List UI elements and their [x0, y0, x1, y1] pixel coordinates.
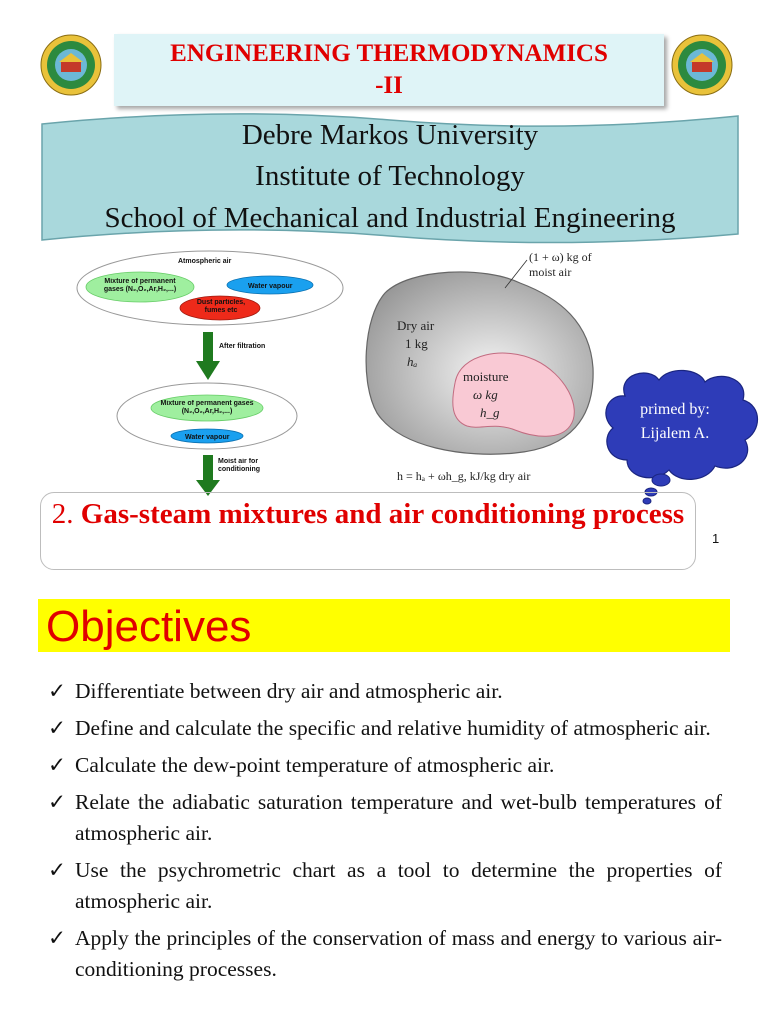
objectives-list — [46, 676, 722, 991]
course-title-line2: -II — [375, 72, 403, 99]
objectives-heading: Objectives — [46, 602, 252, 651]
water-vapour-label: Water vapour — [248, 283, 293, 290]
dry-air-mass: 1 kg — [405, 336, 428, 351]
check-icon: ✓ — [48, 679, 67, 703]
water-vapour-label-2: Water vapour — [185, 434, 230, 441]
moist-air-diagram — [355, 248, 620, 488]
objective-item: ✓ Calculate the dew-point temperature of atmospheric air. — [46, 750, 722, 781]
chapter-number: 2. — [51, 498, 74, 530]
institute-name: Institute of Technology — [255, 160, 525, 192]
course-title — [114, 34, 664, 106]
moist-air-label: Moist air for conditioning — [218, 458, 260, 473]
course-title-line1: ENGINEERING THERMODYNAMICS — [170, 40, 608, 67]
chapter-title-box — [40, 492, 696, 570]
chapter-title: Gas-steam mixtures and air conditioning process — [80, 498, 685, 530]
author-name: Lijalem A. — [640, 425, 710, 442]
dry-air-enthalpy: hₐ — [407, 354, 418, 369]
permanent-gases-label-2: Mixture of permanent gases (N₂,O₂,Ar,H₂,...) — [160, 400, 254, 415]
check-icon: ✓ — [48, 858, 67, 882]
moist-air-top-label-1: (1 + ω) kg of — [529, 250, 592, 264]
objective-item: ✓ Use the psychrometric chart as a tool to determine the properties of atmospheric air. — [46, 855, 722, 917]
check-icon: ✓ — [48, 753, 67, 777]
primed-by-label: primed by: — [640, 401, 710, 418]
after-filtration-label: After filtration — [219, 343, 266, 350]
dry-air-label: Dry air — [397, 318, 435, 333]
university-name: Debre Markos University — [241, 119, 539, 151]
dust-particles-label: Dust particles, fumes etc — [196, 299, 246, 314]
moisture-label: moisture — [463, 369, 509, 384]
moisture-mass: ω kg — [473, 387, 498, 402]
check-icon: ✓ — [48, 926, 67, 950]
atmospheric-air-label: Atmospheric air — [178, 258, 232, 265]
author-callout-text — [612, 398, 738, 446]
check-icon: ✓ — [48, 716, 67, 740]
enthalpy-equation: h = hₐ + ωh_g, kJ/kg dry air — [397, 469, 531, 483]
objective-item: ✓ Relate the adiabatic saturation temperature and wet-bulb temperatures of atmospheric air. — [46, 787, 722, 849]
university-seal-left — [40, 34, 102, 96]
university-seal-right — [671, 34, 733, 96]
moisture-enthalpy: h_g — [480, 405, 500, 420]
objective-item: ✓ Define and calculate the specific and relative humidity of atmospheric air. — [46, 713, 722, 744]
permanent-gases-label: Mixture of permanent gases (N₂,O₂,Ar,H₂,...) — [103, 278, 177, 293]
slide-number: 1 — [712, 531, 720, 546]
atmospheric-air-diagram — [70, 248, 350, 498]
check-icon: ✓ — [48, 790, 67, 814]
school-name: School of Mechanical and Industrial Engineering — [104, 202, 676, 234]
objective-item: ✓ Differentiate between dry air and atmospheric air. — [46, 676, 722, 707]
moist-air-top-label-2: moist air — [529, 265, 572, 279]
objective-item: ✓ Apply the principles of the conservation of mass and energy to various air-conditioning processes. — [46, 923, 722, 985]
